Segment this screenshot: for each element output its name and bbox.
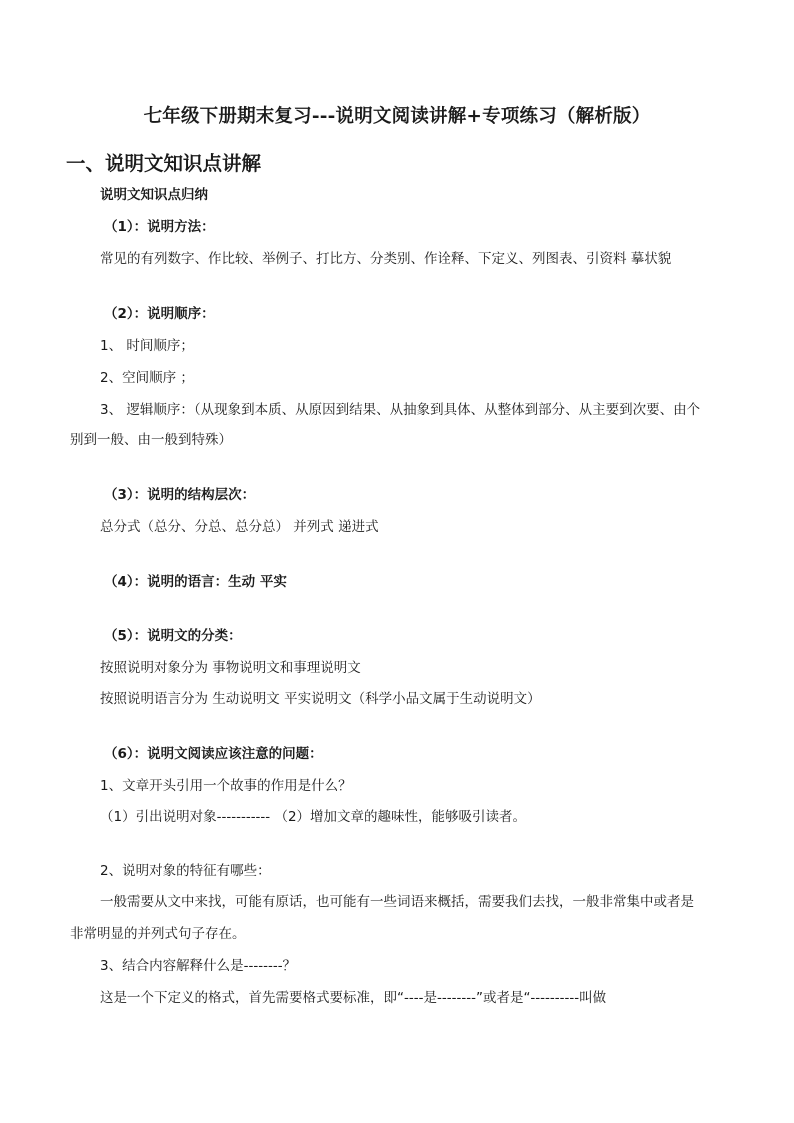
- methods-text: 常见的有列数字、作比较、举例子、打比方、分类别、作诠释、下定义、列图表、引资料 摹状貌: [100, 251, 672, 267]
- classify-heading: （5）：说明文的分类：: [104, 628, 242, 644]
- methods-heading: （1）：说明方法：: [104, 219, 215, 235]
- order-item-3-line-2: 别到一般、由一般到特殊）: [70, 432, 232, 448]
- attention-question-3: 3、结合内容解释什么是--------？: [100, 958, 297, 974]
- summary-heading: 说明文知识点归纳: [100, 187, 208, 203]
- attention-question-2: 2、说明对象的特征有哪些：: [100, 863, 271, 879]
- language-heading: （4）：说明的语言：生动 平实: [104, 574, 287, 590]
- attention-answer-2-line-2: 非常明显的并列式句子存在。: [70, 926, 246, 942]
- attention-answer-1: （1）引出说明对象----------- （2）增加文章的趣味性，能够吸引读者。: [100, 809, 527, 825]
- order-item-2: 2、空间顺序 ；: [100, 370, 194, 386]
- order-item-1: 1、 时间顺序；: [100, 338, 194, 354]
- attention-answer-3-line-1: 这是一个下定义的格式，首先需要格式要标准，即“----是--------”或者是“----------叫做: [100, 990, 607, 1006]
- order-item-3-line-1: 3、 逻辑顺序：（从现象到本质、从原因到结果、从抽象到具体、从整体到部分、从主要到次要、由个: [100, 402, 701, 418]
- section-heading-1: 一、说明文知识点讲解: [66, 152, 262, 175]
- structure-text: 总分式（总分、分总、总分总） 并列式 递进式: [100, 519, 379, 535]
- structure-heading: （3）：说明的结构层次：: [104, 487, 256, 503]
- order-heading: （2）：说明顺序：: [104, 306, 215, 322]
- classify-line-1: 按照说明对象分为 事物说明文和事理说明文: [100, 660, 361, 676]
- classify-line-2: 按照说明语言分为 生动说明文 平实说明文（科学小品文属于生动说明文）: [100, 691, 541, 707]
- document-title: 七年级下册期末复习---说明文阅读讲解+专项练习（解析版）: [143, 106, 651, 127]
- attention-heading: （6）：说明文阅读应该注意的问题：: [104, 746, 323, 762]
- attention-answer-2-line-1: 一般需要从文中来找，可能有原话，也可能有一些词语来概括，需要我们去找，一般非常集中或者是: [100, 894, 694, 910]
- attention-question-1: 1、文章开头引用一个故事的作用是什么？: [100, 778, 352, 794]
